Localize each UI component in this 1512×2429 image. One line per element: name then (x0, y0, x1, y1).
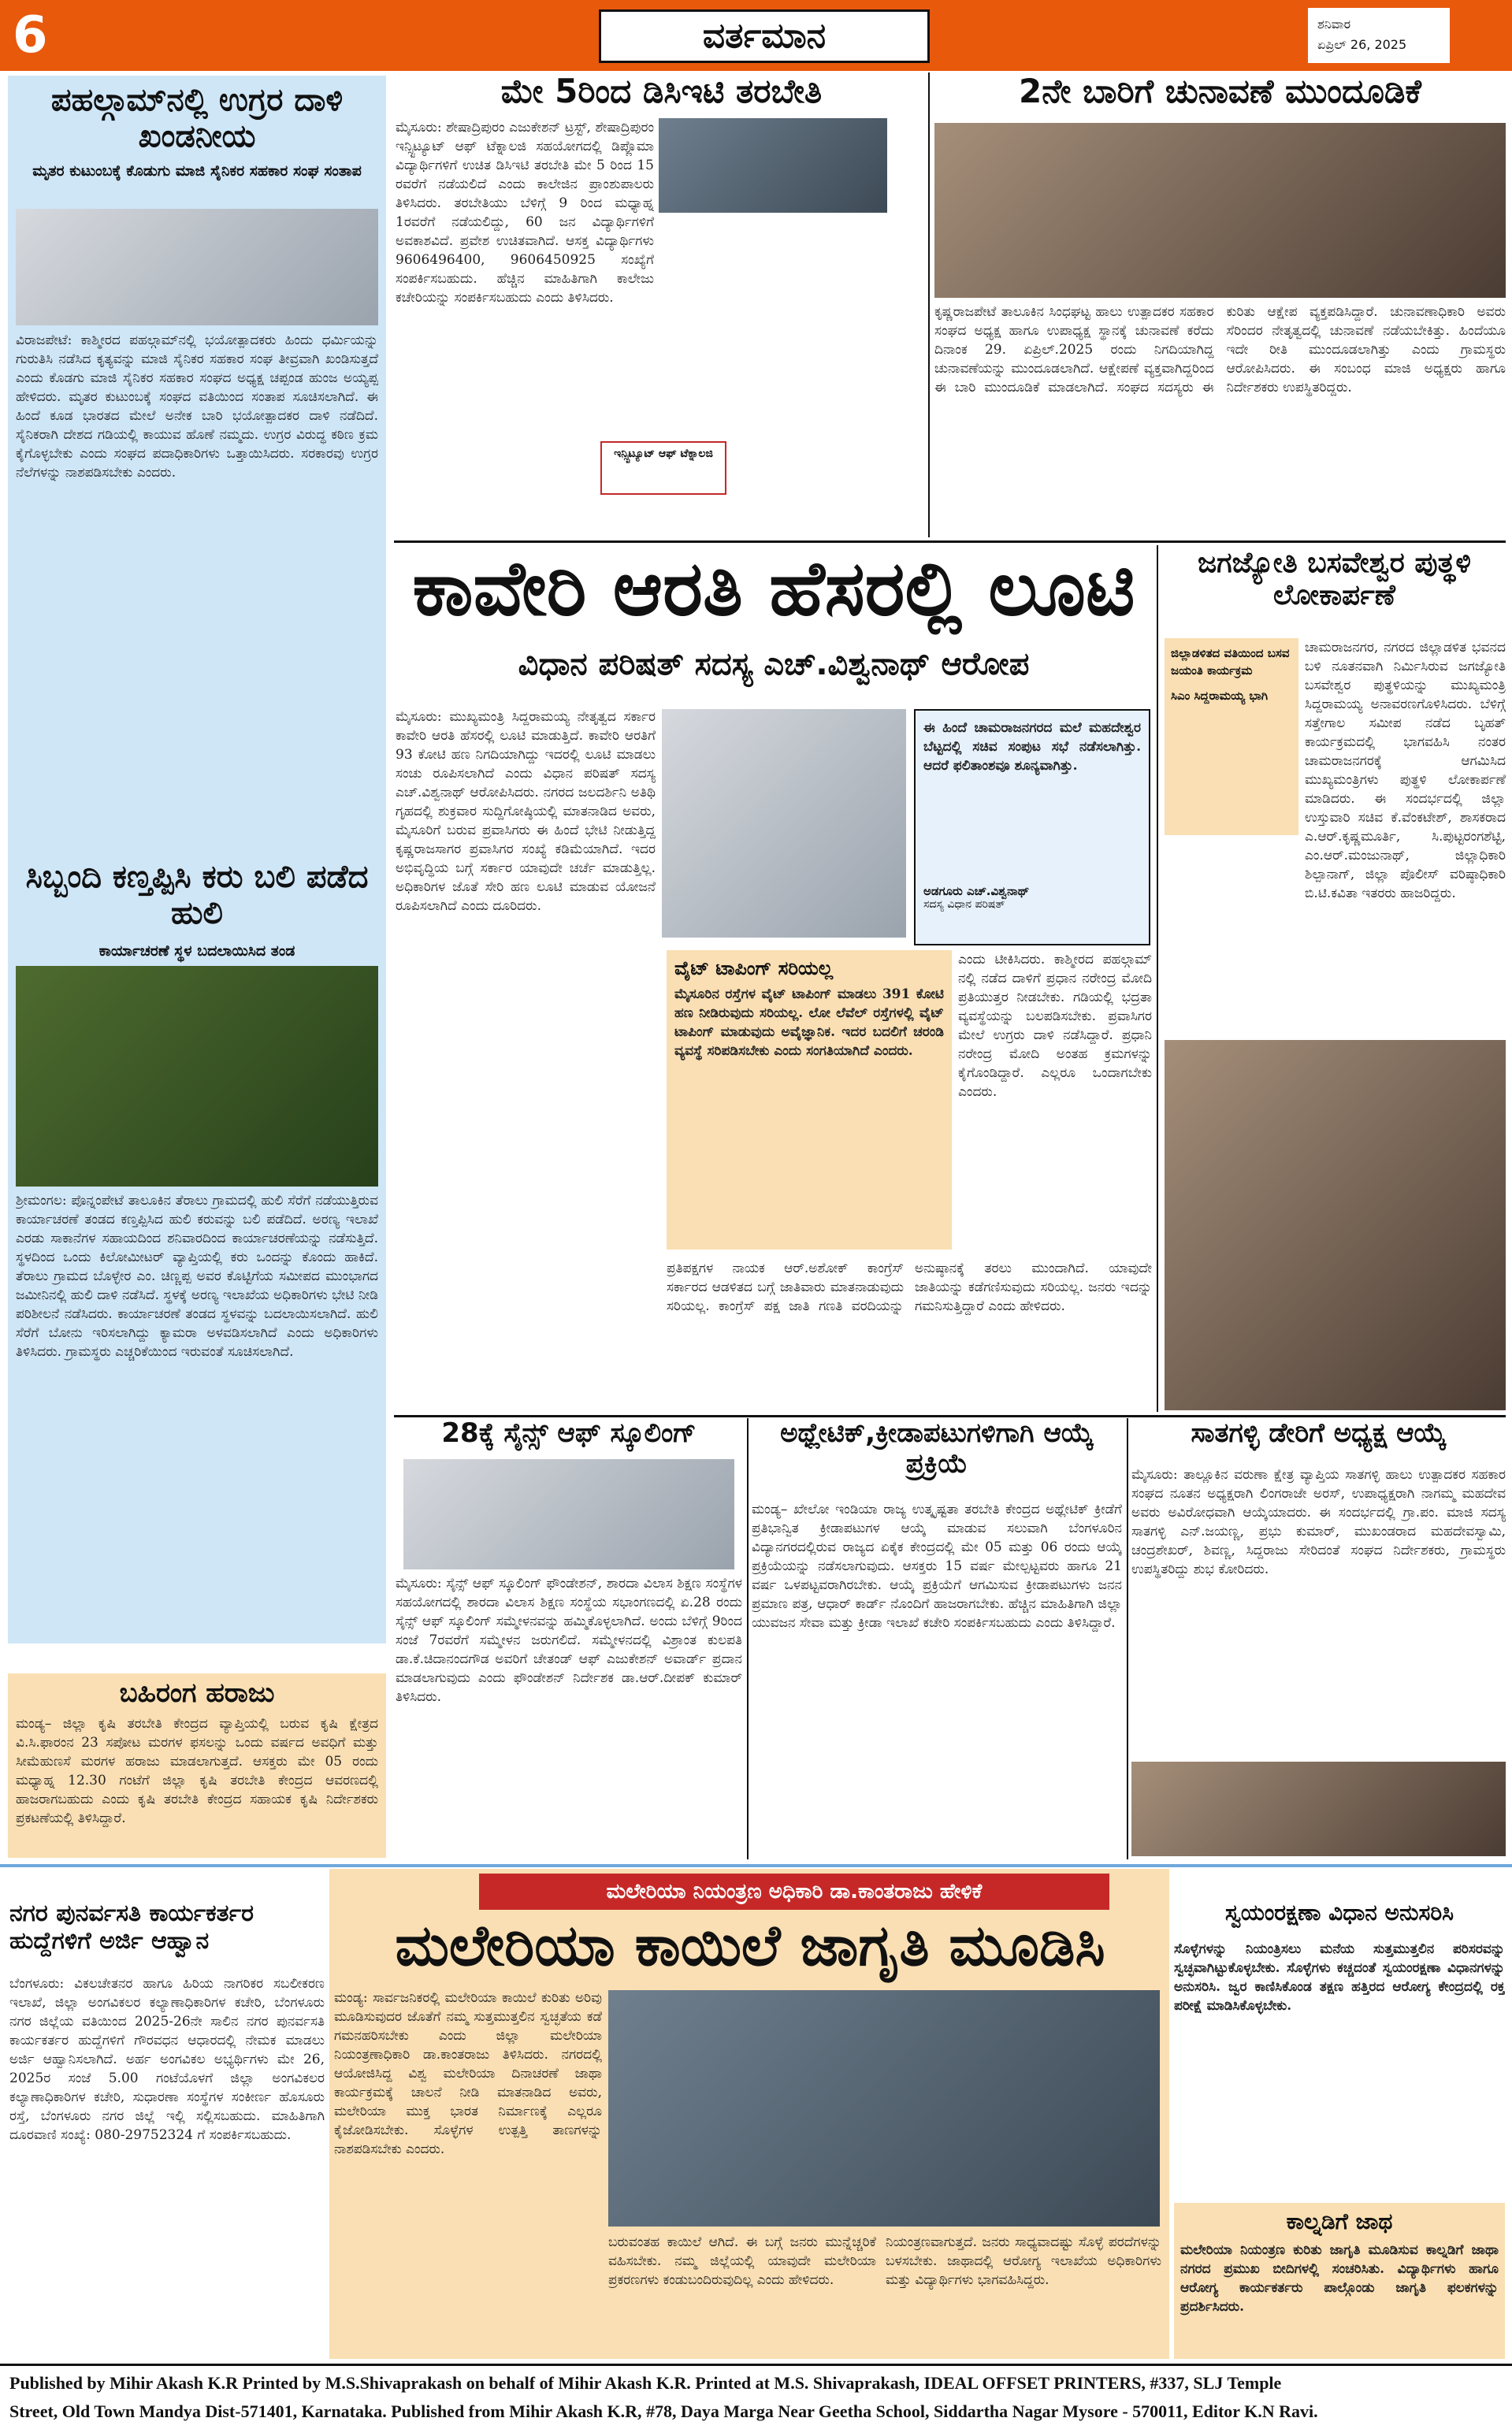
article-malaria-title: ಮಲೇರಿಯಾ ಕಾಯಿಲೆ ಜಾಗೃತಿ ಮೂಡಿಸಿ (395, 1913, 1105, 1978)
footer-line-1: Published by Mihir Akash K.R Printed by M.S.Shivaprakash on behalf of Mihir Akash K.R. Printed at M.S. Shivaprakash, IDEAL OFFSET PRINTERS, #337, SLJ Temple (9, 2373, 1282, 2393)
article-tiger-title: ಸಿಬ್ಬಂದಿ ಕಣ್ತಪ್ಪಿಸಿ ಕರು ಬಲಿ ಪಡೆದ ಹುಲಿ (25, 859, 369, 931)
article-auction-title: ಬಹಿರಂಗ ಹರಾಜು (119, 1678, 275, 1709)
photo-dairy-group (1131, 1762, 1506, 1856)
article-dairy-body: ಮೈಸೂರು: ತಾಲ್ಲೂಕಿನ ವರುಣಾ ಕ್ಷೇತ್ರ ವ್ಯಾಪ್ತಿಯ ಸಾತಗಳ್ಳಿ ಹಾಲು ಉತ್ಪಾದಕರ ಸಹಕಾರ ಸಂಘದ ನೂತನ ಅಧ್ಯಕ್ಷರಾಗಿ ಲಿಂಗರಾಜೇ ಅರಸ್, ಉಪಾಧ್ಯಕ್ಷರಾಗಿ ನಾಗಮ್ಮ ಮಹದೇವ ಅವರು ಅವಿರೋಧವಾಗಿ ಆಯ್ಕೆಯಾದರು. ಈ ಸಂದರ್ಭದಲ್ಲಿ ಗ್ರಾ.ಪಂ. ಮಾಜಿ ಸದಸ್ಯ ಸಾತಗಳ್ಳಿ ಎನ್.ಜಯಣ್ಣ, ಪ್ರಭು ಕುಮಾರ್, ಮುಖಂಡರಾದ ಮಹದೇವಸ್ವಾಮಿ, ಚಂದ್ರಶೇಖರ್, ಶಿವಣ್ಣ, ಸಿದ್ದರಾಜು ಸೇರಿದಂತೆ ಸಂಘದ ನಿರ್ದೇಶಕರು, ಗ್ರಾಮಸ್ಥರು ಉಪಸ್ಥಿತರಿದ್ದು ಶುಭ ಕೋರಿದರು. (1131, 1467, 1506, 1577)
photo-ex-servicemen (16, 209, 378, 325)
article-rehab-body: ಬೆಂಗಳೂರು: ವಿಕಲಚೇತನರ ಹಾಗೂ ಹಿರಿಯ ನಾಗರಿಕರ ಸಬಲೀಕರಣ ಇಲಾಖೆ, ಜಿಲ್ಲಾ ಅಂಗವಿಕಲರ ಕಲ್ಯಾಣಾಧಿಕಾರಿಗಳ ಕಚೇರಿ, ಬೆಂಗಳೂರು ನಗರ ಜಿಲ್ಲೆಯ ವತಿಯಿಂದ 2025-26ನೇ ಸಾಲಿನ ನಗರ ಪುನರ್ವಸತಿ ಕಾರ್ಯಕರ್ತರ ಹುದ್ದೆಗಳಿಗೆ ಗೌರವಧನ ಆಧಾರದಲ್ಲಿ ನೇಮಕ ಮಾಡಲು ಅರ್ಜಿ ಆಹ್ವಾನಿಸಲಾಗಿದೆ. ಅರ್ಹ ಅಂಗವಿಕಲ ಅಭ್ಯರ್ಥಿಗಳು ಮೇ 26, 2025ರ ಸಂಜೆ 5.00 ಗಂಟೆಯೊಳಗೆ ಜಿಲ್ಲಾ ಅಂಗವಿಕಲರ ಕಲ್ಯಾಣಾಧಿಕಾರಿಗಳ ಕಚೇರಿ, ಸುಧಾರಣಾ ಸಂಸ್ಥೆಗಳ ಸಂಕೀರ್ಣ ಹೊಸೂರು ರಸ್ತೆ, ಬೆಂಗಳೂರು ನಗರ ಜಿಲ್ಲೆ ಇಲ್ಲಿ ಸಲ್ಲಿಸಬಹುದು. ಮಾಹಿತಿಗಾಗಿ ದೂರವಾಣಿ ಸಂಖ್ಯೆ: 080-29752324 ಗೆ ಸಂಪರ್ಕಿಸಬಹುದು. (9, 1976, 325, 2143)
quote-box (914, 709, 1150, 945)
article-tiger-subtitle: ಕಾರ್ಯಾಚರಣೆ ಸ್ಥಳ ಬದಲಾಯಿಸಿದ ತಂಡ (98, 942, 295, 960)
article-pahalgam-body: ವಿರಾಜಪೇಟೆ: ಕಾಶ್ಮೀರದ ಪಹಲ್ಗಾಮ್‌ನಲ್ಲಿ ಭಯೋತ್ಪಾದಕರು ಹಿಂದು ಧರ್ಮಿಯನ್ನು ಗುರುತಿಸಿ ನಡೆಸಿದ ಕೃತ್ಯವನ್ನು ಮಾಜಿ ಸೈನಿಕರ ಸಹಕಾರ ಸಂಘ ತೀವ್ರವಾಗಿ ಖಂಡಿಸುತ್ತದೆ ಎಂದು ಕೊಡಗು ಮಾಜಿ ಸೈನಿಕರ ಸಹಕಾರ ಸಂಘದ ಅಧ್ಯಕ್ಷ ಚಪ್ಪಂಡ ಹುಂಜ ಅಯ್ಯಪ್ಪ ಹೇಳಿದರು. ಮೃತರ ಕುಟುಂಬಕ್ಕೆ ಸಂಘದ ವತಿಯಿಂದ ಸಂತಾಪ ಸೂಚಿಸಲಾಗಿದೆ. ಈ ಹಿಂದೆ ಕೂಡ ಭಾರತದ ಮೇಲೆ ಅನೇಕ ಬಾರಿ ಭಯೋತ್ಪಾದಕರ ದಾಳಿ ನಡೆದಿದೆ. ಸೈನಿಕರಾಗಿ ದೇಶದ ಗಡಿಯಲ್ಲಿ ಕಾಯುವ ಹೊಣೆ ನಮ್ಮದು. ಉಗ್ರರ ವಿರುದ್ಧ ಕಠಿಣ ಕ್ರಮ ಕೈಗೊಳ್ಳಬೇಕು ಎಂದು ಸಂಘದ ಪದಾಧಿಕಾರಿಗಳು ಒತ್ತಾಯಿಸಿದರು. ಸರಕಾರವು ಉಗ್ರರ ನೆಲೆಗಳನ್ನು ನಾಶಪಡಿಸಬೇಕು ಎಂದರು. (16, 332, 378, 481)
issue-date-text: ಏಪ್ರಿಲ್ 26, 2025 (1317, 37, 1407, 52)
article-tiger-body: ಶ್ರೀಮಂಗಲ: ಪೊನ್ನಂಪೇಟೆ ತಾಲೂಕಿನ ತೆರಾಲು ಗ್ರಾಮದಲ್ಲಿ ಹುಲಿ ಸೆರೆಗೆ ನಡೆಯುತ್ತಿರುವ ಕಾರ್ಯಾಚರಣೆ ತಂಡದ ಕಣ್ತಪ್ಪಿಸಿದ ಹುಲಿ ಕರುವನ್ನು ಬಲಿ ಪಡೆದಿದೆ. ಅರಣ್ಯ ಇಲಾಖೆ ಎರಡು ಸಾಕಾನೆಗಳ ಸಹಾಯದಿಂದ ಶನಿವಾರದಿಂದ ಕಾರ್ಯಾಚರಣೆಯನ್ನು ನಡೆಸುತ್ತಿದೆ. ಸ್ಥಳದಿಂದ ಒಂದು ಕಿಲೋಮೀಟರ್ ವ್ಯಾಪ್ತಿಯಲ್ಲಿ ಕರು ಒಂದನ್ನು ಕೊಂದು ಹಾಕಿದೆ. ತೆರಾಲು ಗ್ರಾಮದ ಬೊಳ್ಳೇರ ಎಂ. ಚಿಣ್ಣಪ್ಪ ಅವರ ಕೊಟ್ಟಿಗೆಯ ಸಮೀಪದ ಮುಂಭಾಗದ ಜಮೀನಿನಲ್ಲಿ ಹುಲಿ ದಾಳಿ ನಡೆಸಿದೆ. ಸ್ಥಳಕ್ಕೆ ಅರಣ್ಯ ಇಲಾಖೆಯ ಅಧಿಕಾರಿಗಳು ಭೇಟಿ ನೀಡಿ ಪರಿಶೀಲನೆ ನಡೆಸಿದರು. ಕಾರ್ಯಾಚರಣೆ ತಂಡದ ಸ್ಥಳವನ್ನು ಬದಲಾಯಿಸಲಾಗಿದೆ. ಹುಲಿ ಸೆರೆಗೆ ಬೋನು ಇರಿಸಲಾಗಿದ್ದು ಕ್ಯಾಮರಾ ಅಳವಡಿಸಲಾಗಿದೆ ಎಂದು ಅಧಿಕಾರಿಗಳು ತಿಳಿಸಿದರು. ಗ್ರಾಮಸ್ಥರು ಎಚ್ಚರಿಕೆಯಿಂದ ಇರುವಂತೆ ಸೂಚಿಸಲಾಗಿದೆ. (16, 1193, 378, 1360)
article-kaveri-body-bottom: ಪ್ರತಿಪಕ್ಷಗಳ ನಾಯಕ ಆರ್.ಅಶೋಕ್ ಕಾಂಗ್ರೆಸ್ ಸರ್ಕಾರದ ಆಡಳಿತದ ಬಗ್ಗೆ ಜಾತಿವಾರು ಮಾತನಾಡುವುದು ಸರಿಯಲ್ಲ. ಕಾಂಗ್ರೆಸ್ ಪಕ್ಷ ಜಾತಿ ಗಣತಿ ವರದಿಯನ್ನು ಅನುಷ್ಠಾನಕ್ಕೆ ತರಲು ಮುಂದಾಗಿದೆ. ಯಾವುದೇ ಜಾತಿಯನ್ನು ಕಡೆಗಣಿಸುವುದು ಸರಿಯಲ್ಲ. ಜನರು ಇದನ್ನು ಗಮನಿಸುತ್ತಿದ್ದಾರೆ ಎಂದು ಹೇಳಿದರು. (667, 1261, 1152, 1314)
article-malaria-body-left: ಮಂಡ್ಯ: ಸಾರ್ವಜನಿಕರಲ್ಲಿ ಮಲೇರಿಯಾ ಕಾಯಿಲೆ ಕುರಿತು ಅರಿವು ಮೂಡಿಸುವುದರ ಜೊತೆಗೆ ನಮ್ಮ ಸುತ್ತಮುತ್ತಲಿನ ಸ್ವಚ್ಛತೆಯ ಕಡೆ ಗಮನಹರಿಸಬೇಕು ಎಂದು ಜಿಲ್ಲಾ ಮಲೇರಿಯಾ ನಿಯಂತ್ರಣಾಧಿಕಾರಿ ಡಾ.ಕಾಂತರಾಜು ತಿಳಿಸಿದರು. ನಗರದಲ್ಲಿ ಆಯೋಜಿಸಿದ್ದ ವಿಶ್ವ ಮಲೇರಿಯಾ ದಿನಾಚರಣೆ ಜಾಥಾ ಕಾರ್ಯಕ್ರಮಕ್ಕೆ ಚಾಲನೆ ನೀಡಿ ಮಾತನಾಡಿದ ಅವರು, ಮಲೇರಿಯಾ ಮುಕ್ತ ಭಾರತ ನಿರ್ಮಾಣಕ್ಕೆ ಎಲ್ಲರೂ ಕೈಜೋಡಿಸಬೇಕು. ಸೊಳ್ಳೆಗಳ ಉತ್ಪತ್ತಿ ತಾಣಗಳನ್ನು ನಾಶಪಡಿಸಬೇಕು ಎಂದರು. (334, 1990, 602, 2157)
highlight-item: ಜಿಲ್ಲಾಡಳಿತದ ವತಿಯಿಂದ ಬಸವ ಜಯಂತಿ ಕಾರ್ಯಕ್ರಮ (1171, 646, 1290, 678)
photo-basaveshwara-statue (1165, 1040, 1506, 1410)
article-pahalgam-title: ಪಹಲ್ಗಾಮ್‌ನಲ್ಲಿ ಉಗ್ರರ ದಾಳಿ ಖಂಡನೀಯ (50, 82, 344, 154)
article-election-title: 2ನೇ ಬಾರಿಗೆ ಚುನಾವಣೆ ಮುಂದೂಡಿಕೆ (1019, 72, 1421, 110)
section-rule (394, 540, 1506, 543)
issue-date (1308, 8, 1450, 63)
section-rule (394, 1415, 1506, 1417)
article-election-body: ಕೃಷ್ಣರಾಜಪೇಟೆ ತಾಲೂಕಿನ ಸಿಂಧಘಟ್ಟ ಹಾಲು ಉತ್ಪಾದಕರ ಸಹಕಾರ ಸಂಘದ ಅಧ್ಯಕ್ಷ ಹಾಗೂ ಉಪಾಧ್ಯಕ್ಷ ಸ್ಥಾನಕ್ಕೆ ಚುನಾವಣೆ ಕರೆದು ದಿನಾಂಕ 29. ಏಪ್ರಿಲ್.2025 ರಂದು ನಿಗದಿಯಾಗಿದ್ದ ಚುನಾವಣೆಯನ್ನು ಮುಂದೂಡಲಾಗಿದೆ. ಆಕ್ಷೇಪಣೆ ವ್ಯಕ್ತವಾಗಿದ್ದರಿಂದ ಈ ಬಾರಿ ಮುಂದೂಡಿಕೆ ಮಾಡಲಾಗಿದೆ. ಸಂಘದ ಸದಸ್ಯರು ಈ ಕುರಿತು ಆಕ್ಷೇಪ ವ್ಯಕ್ತಪಡಿಸಿದ್ದಾರೆ. ಚುನಾವಣಾಧಿಕಾರಿ ಅವರು ಸೆರಿಂದರ ನೇತೃತ್ವದಲ್ಲಿ ಚುನಾವಣೆ ನಡೆಯಬೇಕಿತ್ತು. ಹಿಂದೆಯೂ ಇದೇ ರೀತಿ ಮುಂದೂಡಲಾಗಿತ್ತು ಎಂದು ಗ್ರಾಮಸ್ಥರು ಆರೋಪಿಸಿದರು. ಈ ಸಂಬಂಧ ಮಾಜಿ ಅಧ್ಯಕ್ಷರು ಹಾಗೂ ನಿರ್ದೇಶಕರು ಉಪಸ್ಥಿತರಿದ್ದರು. (934, 304, 1506, 396)
article-malaria-body-mid: ಬರುವಂತಹ ಕಾಯಿಲೆ ಆಗಿದೆ. ಈ ಬಗ್ಗೆ ಜನರು ಮುನ್ನೆಚ್ಚರಿಕೆ ವಹಿಸಬೇಕು. ನಮ್ಮ ಜಿಲ್ಲೆಯಲ್ಲಿ ಯಾವುದೇ ಮಲೇರಿಯಾ ಪ್ರಕರಣಗಳು ಕಂಡುಬಂದಿರುವುದಿಲ್ಲ ಎಂದು ಹೇಳಿದರು. (608, 2234, 876, 2288)
article-athletic-title: ಅಥ್ಲೇಟಿಕ್,ಕ್ರೀಡಾಪಟುಗಳಿಗಾಗಿ ಆಯ್ಕೆ ಪ್ರಕ್ರಿಯೆ (780, 1418, 1094, 1480)
quote-role: ಸದಸ್ಯ ವಿಧಾನ ಪರಿಷತ್ (923, 898, 1005, 911)
article-basaveshwara-title: ಜಗಜ್ಯೋತಿ ಬಸವೇಶ್ವರ ಪುತ್ಥಳಿ ಲೋಕಾರ್ಪಣೆ (1197, 547, 1471, 612)
column-rule (747, 1418, 749, 1859)
article-kaveri-subtitle: ವಿಧಾನ ಪರಿಷತ್ ಸದಸ್ಯ ಎಚ್.ವಿಶ್ವನಾಥ್ ಆರೋಪ (518, 646, 1030, 682)
article-rehab-title: ನಗರ ಪುನರ್ವಸತಿ ಕಾರ್ಯಕರ್ತರ ಹುದ್ದೆಗಳಿಗೆ ಅರ್ಜಿ ಆಹ್ವಾನ (9, 1900, 254, 1955)
publisher-footer (0, 2364, 1512, 2429)
newspaper-logo: ವರ್ತಮಾನ (599, 9, 930, 63)
article-kaveri-body-right: ಎಂದು ಟೀಕಿಸಿದರು. ಕಾಶ್ಮೀರದ ಪಹಲ್ಗಾಮ್ ನಲ್ಲಿ ನಡೆದ ದಾಳಿಗೆ ಪ್ರಧಾನ ನರೇಂದ್ರ ಮೋದಿ ಪ್ರತಿಯುತ್ತರ ನೀಡಬೇಕು. ಗಡಿಯಲ್ಲಿ ಭದ್ರತಾ ವ್ಯವಸ್ಥೆಯನ್ನು ಬಲಪಡಿಸಬೇಕು. ಪ್ರವಾಸಿಗರ ಮೇಲೆ ಉಗ್ರರು ದಾಳಿ ನಡೆಸಿದ್ದಾರೆ. ಪ್ರಧಾನಿ ನರೇಂದ್ರ ಮೋದಿ ಅಂತಹ ಕ್ರಮಗಳನ್ನು ಕೈಗೊಂಡಿದ್ದಾರೆ. ಎಲ್ಲರೂ ಒಂದಾಗಬೇಕು ಎಂದರು. (958, 952, 1152, 1100)
walkathon-title: ಕಾಲ್ನಡಿಗೆ ಜಾಥ (1286, 2209, 1393, 2234)
walkathon-body: ಮಲೇರಿಯಾ ನಿಯಂತ್ರಣ ಕುರಿತು ಜಾಗೃತಿ ಮೂಡಿಸುವ ಕಾಲ್ನಡಿಗೆ ಜಾಥಾ ನಗರದ ಪ್ರಮುಖ ಬೀದಿಗಳಲ್ಲಿ ಸಂಚರಿಸಿತು. ವಿದ್ಯಾರ್ಥಿಗಳು ಹಾಗೂ ಆರೋಗ್ಯ ಕಾರ್ಯಕರ್ತರು ಪಾಲ್ಗೊಂಡು ಜಾಗೃತಿ ಫಲಕಗಳನ್ನು ಪ್ರದರ್ಶಿಸಿದರು. (1180, 2242, 1499, 2315)
walkathon-box (1174, 2203, 1505, 2359)
article-selfprotect-title: ಸ್ವಯಂರಕ್ಷಣಾ ವಿಧಾನ ಅನುಸರಿಸಿ (1225, 1900, 1454, 1926)
photo-election-group (934, 123, 1506, 298)
dcet-badge: ಇನ್ಸ್ಟಿಟ್ಯೂಟ್ ಆಫ್ ಟೆಕ್ನಾಲಜಿ (600, 441, 726, 495)
malaria-banner: ಮಲೇರಿಯಾ ನಿಯಂತ್ರಣ ಅಧಿಕಾರಿ ಡಾ.ಕಾಂತರಾಜು ಹೇಳಿಕೆ (479, 1874, 1109, 1910)
article-dcet-body: ಮೈಸೂರು: ಶೇಷಾದ್ರಿಪುರಂ ಎಜುಕೇಶನ್ ಟ್ರಸ್ಟ್, ಶೇಷಾದ್ರಿಪುರಂ ಇನ್ಸ್ಟಿಟ್ಯೂಟ್ ಆಫ್ ಟೆಕ್ನಾಲಜಿ ಸಹಯೋಗದಲ್ಲಿ ಡಿಪ್ಲೊಮಾ ವಿದ್ಯಾರ್ಥಿಗಳಿಗೆ ಉಚಿತ ಡಿಸಿಇಟಿ ತರಬೇತಿ ಮೇ 5 ರಿಂದ 15 ರವರೆಗೆ ನಡೆಯಲಿದೆ ಎಂದು ಕಾಲೇಜಿನ ಪ್ರಾಂಶುಪಾಲರು ತಿಳಿಸಿದರು. ತರಬೇತಿಯು ಬೆಳಿಗ್ಗೆ 9 ರಿಂದ ಮಧ್ಯಾಹ್ನ 1ರವರೆಗೆ ನಡೆಯಲಿದ್ದು, 60 ಜನ ವಿದ್ಯಾರ್ಥಿಗಳಿಗೆ ಅವಕಾಶವಿದೆ. ಪ್ರವೇಶ ಉಚಿತವಾಗಿದೆ. ಆಸಕ್ತ ವಿದ್ಯಾರ್ಥಿಗಳು 9606496400, 9606450925 ಸಂಖ್ಯೆಗೆ ಸಂಪರ್ಕಿಸಬಹುದು. ಹೆಚ್ಚಿನ ಮಾಹಿತಿಗಾಗಿ ಕಾಲೇಜು ಕಚೇರಿಯನ್ನು ಸಂಪರ್ಕಿಸಬಹುದು ಎಂದು ತಿಳಿಸಿದರು. (396, 120, 654, 306)
photo-forest-operation (16, 966, 378, 1187)
photo-dcet-dais (659, 118, 887, 213)
article-dairy-title: ಸಾತಗಳ್ಳಿ ಡೇರಿಗೆ ಅಧ್ಯಕ್ಷ ಆಯ್ಕೆ (1191, 1418, 1447, 1449)
column-rule (928, 72, 930, 537)
article-basaveshwara-body: ಚಾಮರಾಜನಗರ, ನಗರದ ಜಿಲ್ಲಾಡಳಿತ ಭವನದ ಬಳಿ ನೂತನವಾಗಿ ನಿರ್ಮಿಸಿರುವ ಜಗಜ್ಯೋತಿ ಬಸವೇಶ್ವರ ಪುತ್ಥಳಿಯನ್ನು ಮುಖ್ಯಮಂತ್ರಿ ಸಿದ್ದರಾಮಯ್ಯ ಅನಾವರಣಗೊಳಿಸಿದರು. ಬೆಳಿಗ್ಗೆ ಸತ್ತೇಗಾಲ ಸಮೀಪ ನಡೆದ ಬೃಹತ್ ಕಾರ್ಯಕ್ರಮದಲ್ಲಿ ಭಾಗವಹಿಸಿ ನಂತರ ಚಾಮರಾಜನಗರಕ್ಕೆ ಆಗಮಿಸಿದ ಮುಖ್ಯಮಂತ್ರಿಗಳು ಪುತ್ಥಳಿ ಲೋಕಾರ್ಪಣೆ ಮಾಡಿದರು. ಈ ಸಂದರ್ಭದಲ್ಲಿ ಜಿಲ್ಲಾ ಉಸ್ತುವಾರಿ ಸಚಿವ ಕೆ.ವೆಂಕಟೇಶ್, ಶಾಸಕರಾದ ಎ.ಆರ್.ಕೃಷ್ಣಮೂರ್ತಿ, ಸಿ.ಪುಟ್ಟರಂಗಶೆಟ್ಟಿ, ಎಂ.ಆರ್.ಮಂಜುನಾಥ್, ಜಿಲ್ಲಾಧಿಕಾರಿ ಶಿಲ್ಪಾನಾಗ್, ಜಿಲ್ಲಾ ಪೊಲೀಸ್ ವರಿಷ್ಠಾಧಿಕಾರಿ ಬಿ.ಟಿ.ಕವಿತಾ ಇತರರು ಹಾಜರಿದ್ದರು. (1305, 640, 1506, 901)
photo-malaria-rally (608, 1990, 1160, 2227)
page-number: 6 (13, 6, 48, 65)
article-selfprotect-body: ಸೊಳ್ಳೆಗಳನ್ನು ನಿಯಂತ್ರಿಸಲು ಮನೆಯ ಸುತ್ತಮುತ್ತಲಿನ ಪರಿಸರವನ್ನು ಸ್ವಚ್ಛವಾಗಿಟ್ಟುಕೊಳ್ಳಬೇಕು. ಸೊಳ್ಳೆಗಳು ಕಚ್ಚದಂತೆ ಸ್ವಯಂರಕ್ಷಣಾ ವಿಧಾನಗಳನ್ನು ಅನುಸರಿಸಿ. ಜ್ವರ ಕಾಣಿಸಿಕೊಂಡ ತಕ್ಷಣ ಹತ್ತಿರದ ಆರೋಗ್ಯ ಕೇಂದ್ರದಲ್ಲಿ ರಕ್ತ ಪರೀಕ್ಷೆ ಮಾಡಿಸಿಕೊಳ್ಳಬೇಕು. (1174, 1941, 1505, 2014)
section-rule (0, 1864, 1512, 1867)
basaveshwara-highlights (1165, 638, 1298, 835)
article-kaveri-title: ಕಾವೇರಿ ಆರತಿ ಹೆಸರಲ್ಲಿ ಲೂಟಿ (412, 545, 1135, 633)
article-pahalgam-subtitle: ಮೃತರ ಕುಟುಂಬಕ್ಕೆ ಕೊಡುಗು ಮಾಜಿ ಸೈನಿಕರ ಸಹಕಾರ ಸಂಘ ಸಂತಾಪ (32, 162, 362, 180)
column-rule (1127, 1418, 1128, 1859)
photo-schooling-dais (403, 1459, 734, 1569)
quote-text: ಈ ಹಿಂದೆ ಚಾಮರಾಜನಗರದ ಮಲೆ ಮಹದೇಶ್ವರ ಬೆಟ್ಟದಲ್ಲಿ ಸಚಿವ ಸಂಪುಟ ಸಭೆ ನಡೆಸಲಾಗಿತ್ತು. ಆದರೆ ಫಲಿತಾಂಶವೂ ಶೂನ್ಯವಾಗಿತ್ತು. (923, 720, 1141, 774)
footer-line-2: Street, Old Town Mandya Dist-571401, Karnataka. Published from Mihir Akash K.R, #78, Daya Marga Near Geetha School, Siddartha Nagar Mysore - 570011, Editor K.N Ravi. (9, 2401, 1318, 2421)
highlight-item: ಸಿಎಂ ಸಿದ್ದರಾಮಯ್ಯ ಭಾಗಿ (1171, 689, 1269, 703)
quote-source: ಅಡಗೂರು ಎಚ್.ವಿಶ್ವನಾಥ್ (923, 884, 1030, 898)
article-athletic-body: ಮಂಡ್ಯ– ಖೇಲೋ ಇಂಡಿಯಾ ರಾಜ್ಯ ಉತ್ಕೃಷ್ಟತಾ ತರಬೇತಿ ಕೇಂದ್ರದ ಅಥ್ಲೇಟಿಕ್ ಕ್ರೀಡೆಗೆ ಪ್ರತಿಭಾನ್ವಿತ ಕ್ರೀಡಾಪಟುಗಳ ಆಯ್ಕೆ ಮಾಡುವ ಸಲುವಾಗಿ ಬೆಂಗಳೂರಿನ ವಿದ್ಯಾನಗರದಲ್ಲಿರುವ ರಾಜ್ಯದ ಏಕೈಕ ಕೇಂದ್ರದಲ್ಲಿ ಮೇ 05 ಮತ್ತು 06 ರಂದು ಆಯ್ಕೆ ಪ್ರಕ್ರಿಯೆಯನ್ನು ನಡೆಸಲಾಗುವುದು. ಆಸಕ್ತರು 15 ವರ್ಷ ಮೇಲ್ಪಟ್ಟವರು ಹಾಗೂ 21 ವರ್ಷ ಒಳಪಟ್ಟವರಾಗಿರಬೇಕು. ಆಯ್ಕೆ ಪ್ರಕ್ರಿಯೆಗೆ ಆಗಮಿಸುವ ಕ್ರೀಡಾಪಟುಗಳು ಜನನ ಪ್ರಮಾಣ ಪತ್ರ, ಆಧಾರ್ ಕಾರ್ಡ್ ನೊಂದಿಗೆ ಹಾಜರಾಗಬೇಕು. ಹೆಚ್ಚಿನ ಮಾಹಿತಿಗಾಗಿ ಜಿಲ್ಲಾ ಯುವಜನ ಸೇವಾ ಮತ್ತು ಕ್ರೀಡಾ ಇಲಾಖೆ ಕಚೇರಿ ಸಂಪರ್ಕಿಸಬಹುದು ಎಂದು ತಿಳಿಸಿದ್ದಾರೆ. (752, 1502, 1122, 1631)
white-topping-title: ವೈಟ್ ಟಾಪಿಂಗ್ ಸರಿಯಲ್ಲ (674, 958, 834, 979)
white-topping-body: ಮೈಸೂರಿನ ರಸ್ತೆಗಳ ವೈಟ್ ಟಾಪಿಂಗ್ ಮಾಡಲು 391 ಕೋಟಿ ಹಣ ನೀಡಿರುವುದು ಸರಿಯಲ್ಲ. ಲೋ ಲೆವೆಲ್ ರಸ್ತೆಗಳಲ್ಲಿ ವೈಟ್ ಟಾಪಿಂಗ್ ಮಾಡುವುದು ಅವೈಜ್ಞಾನಿಕ. ಇದರ ಬದಲಿಗೆ ಚರಂಡಿ ವ್ಯವಸ್ಥೆ ಸರಿಪಡಿಸಬೇಕು ಎಂದು ಸಂಗತಿಯಾಗಿದೆ ಎಂದರು. (674, 986, 944, 1059)
article-schooling-body: ಮೈಸೂರು: ಸೈನ್ಸ್ ಆಫ್ ಸ್ಕೂಲಿಂಗ್ ಫೌಂಡೇಶನ್, ಶಾರದಾ ವಿಲಾಸ ಶಿಕ್ಷಣ ಸಂಸ್ಥೆಗಳ ಸಹಯೋಗದಲ್ಲಿ ಶಾರದಾ ವಿಲಾಸ ಶಿಕ್ಷಣ ಸಂಸ್ಥೆಯ ಸಭಾಂಗಣದಲ್ಲಿ ಏ.28 ರಂದು ಸೈನ್ಸ್ ಆಫ್ ಸ್ಕೂಲಿಂಗ್ ಸಮ್ಮೇಳನವನ್ನು ಹಮ್ಮಿಕೊಳ್ಳಲಾಗಿದೆ. ಅಂದು ಬೆಳಿಗ್ಗೆ 9ರಿಂದ ಸಂಜೆ 7ರವರೆಗೆ ಸಮ್ಮೇಳನ ಜರುಗಲಿದೆ. ಸಮ್ಮೇಳನದಲ್ಲಿ ವಿಶ್ರಾಂತ ಕುಲಪತಿ ಡಾ.ಕೆ.ಚಿದಾನಂದಗೌಡ ಅವರಿಗೆ ಚೇತಂಡ್ ಆಫ್ ಎಜುಕೇಶನ್ ಅವಾರ್ಡ್ ಪ್ರದಾನ ಮಾಡಲಾಗುವುದು ಎಂದು ಫೌಂಡೇಶನ್ ನಿರ್ದೇಶಕ ಡಾ.ಆರ್.ದೀಪಕ್ ಕುಮಾರ್ ತಿಳಿಸಿದರು. (396, 1576, 742, 1705)
photo-vishwanath (662, 709, 906, 938)
white-topping-box (667, 950, 952, 1250)
article-schooling-title: 28ಕ್ಕೆ ಸೈನ್ಸ್ ಆಫ್ ಸ್ಕೂಲಿಂಗ್ (441, 1418, 697, 1449)
article-malaria-body-right: ನಿಯಂತ್ರಣವಾಗುತ್ತದೆ. ಜನರು ಸಾಧ್ಯವಾದಷ್ಟು ಸೊಳ್ಳೆ ಪರದೆಗಳನ್ನು ಬಳಸಬೇಕು. ಜಾಥಾದಲ್ಲಿ ಆರೋಗ್ಯ ಇಲಾಖೆಯ ಅಧಿಕಾರಿಗಳು ಮತ್ತು ವಿದ್ಯಾರ್ಥಿಗಳು ಭಾಗವಹಿಸಿದ್ದರು. (886, 2234, 1161, 2288)
article-auction-body: ಮಂಡ್ಯ– ಜಿಲ್ಲಾ ಕೃಷಿ ತರಬೇತಿ ಕೇಂದ್ರದ ವ್ಯಾಪ್ತಿಯಲ್ಲಿ ಬರುವ ಕೃಷಿ ಕ್ಷೇತ್ರದ ವಿ.ಸಿ.ಫಾರಂನ 23 ಸಪೋಟ ಮರಗಳ ಫಸಲನ್ನು ಒಂದು ವರ್ಷದ ಅವಧಿಗೆ ಮತ್ತು ಸೀಮೆಹುಣಸೆ ಮರಗಳ ಹರಾಜು ಮಾಡಲಾಗುತ್ತದೆ. ಆಸಕ್ತರು ಮೇ 05 ರಂದು ಮಧ್ಯಾಹ್ನ 12.30 ಗಂಟೆಗೆ ಜಿಲ್ಲಾ ಕೃಷಿ ತರಬೇತಿ ಕೇಂದ್ರದ ಆವರಣದಲ್ಲಿ ಹಾಜರಾಗಬಹುದು ಎಂದು ಕೃಷಿ ತರಬೇತಿ ಕೇಂದ್ರದ ಸಹಾಯಕ ಕೃಷಿ ನಿರ್ದೇಶಕರು ಪ್ರಕಟಣೆಯಲ್ಲಿ ತಿಳಿಸಿದ್ದಾರೆ. (16, 1716, 378, 1826)
article-kaveri-body-left: ಮೈಸೂರು: ಮುಖ್ಯಮಂತ್ರಿ ಸಿದ್ದರಾಮಯ್ಯ ನೇತೃತ್ವದ ಸರ್ಕಾರ ಕಾವೇರಿ ಆರತಿ ಹೆಸರಲ್ಲಿ ಲೂಟಿ ಮಾಡುತ್ತಿದೆ. ಕಾವೇರಿ ಆರತಿಗೆ 93 ಕೋಟಿ ಹಣ ನಿಗದಿಯಾಗಿದ್ದು ಇದರಲ್ಲಿ ಲೂಟಿ ಮಾಡಲು ಸಂಚು ರೂಪಿಸಲಾಗಿದೆ ಎಂದು ವಿಧಾನ ಪರಿಷತ್ ಸದಸ್ಯ ಎಚ್.ವಿಶ್ವನಾಥ್ ಆರೋಪಿಸಿದರು. ನಗರದ ಜಲದರ್ಶಿನಿ ಅತಿಥಿ ಗೃಹದಲ್ಲಿ ಶುಕ್ರವಾರ ಸುದ್ದಿಗೋಷ್ಠಿಯಲ್ಲಿ ಮಾತನಾಡಿದ ಅವರು, ಮೈಸೂರಿಗೆ ಬರುವ ಪ್ರವಾಸಿಗರು ಈ ಹಿಂದೆ ಭೇಟಿ ನೀಡುತ್ತಿದ್ದ ಕೃಷ್ಣರಾಜಸಾಗರ ಪ್ರವಾಸಿಗರ ಸಂಖ್ಯೆ ಕಡಿಮೆಯಾಗಿದೆ. ಇದರ ಅಭಿವೃದ್ಧಿಯ ಬಗ್ಗೆ ಸರ್ಕಾರ ಯಾವುದೇ ಚರ್ಚೆ ಮಾಡುತ್ತಿಲ್ಲ. ಅಧಿಕಾರಿಗಳ ಜೊತೆ ಸೇರಿ ಹಣ ಲೂಟಿ ಮಾಡುವ ಯೋಜನೆ ರೂಪಿಸಲಾಗಿದೆ ಎಂದು ದೂರಿದರು. (396, 709, 656, 914)
article-dcet-title: ಮೇ 5ರಿಂದ ಡಿಸಿಇಟಿ ತರಬೇತಿ (500, 72, 823, 110)
issue-day: ಶನಿವಾರ (1317, 17, 1351, 32)
column-rule (1157, 545, 1158, 1412)
